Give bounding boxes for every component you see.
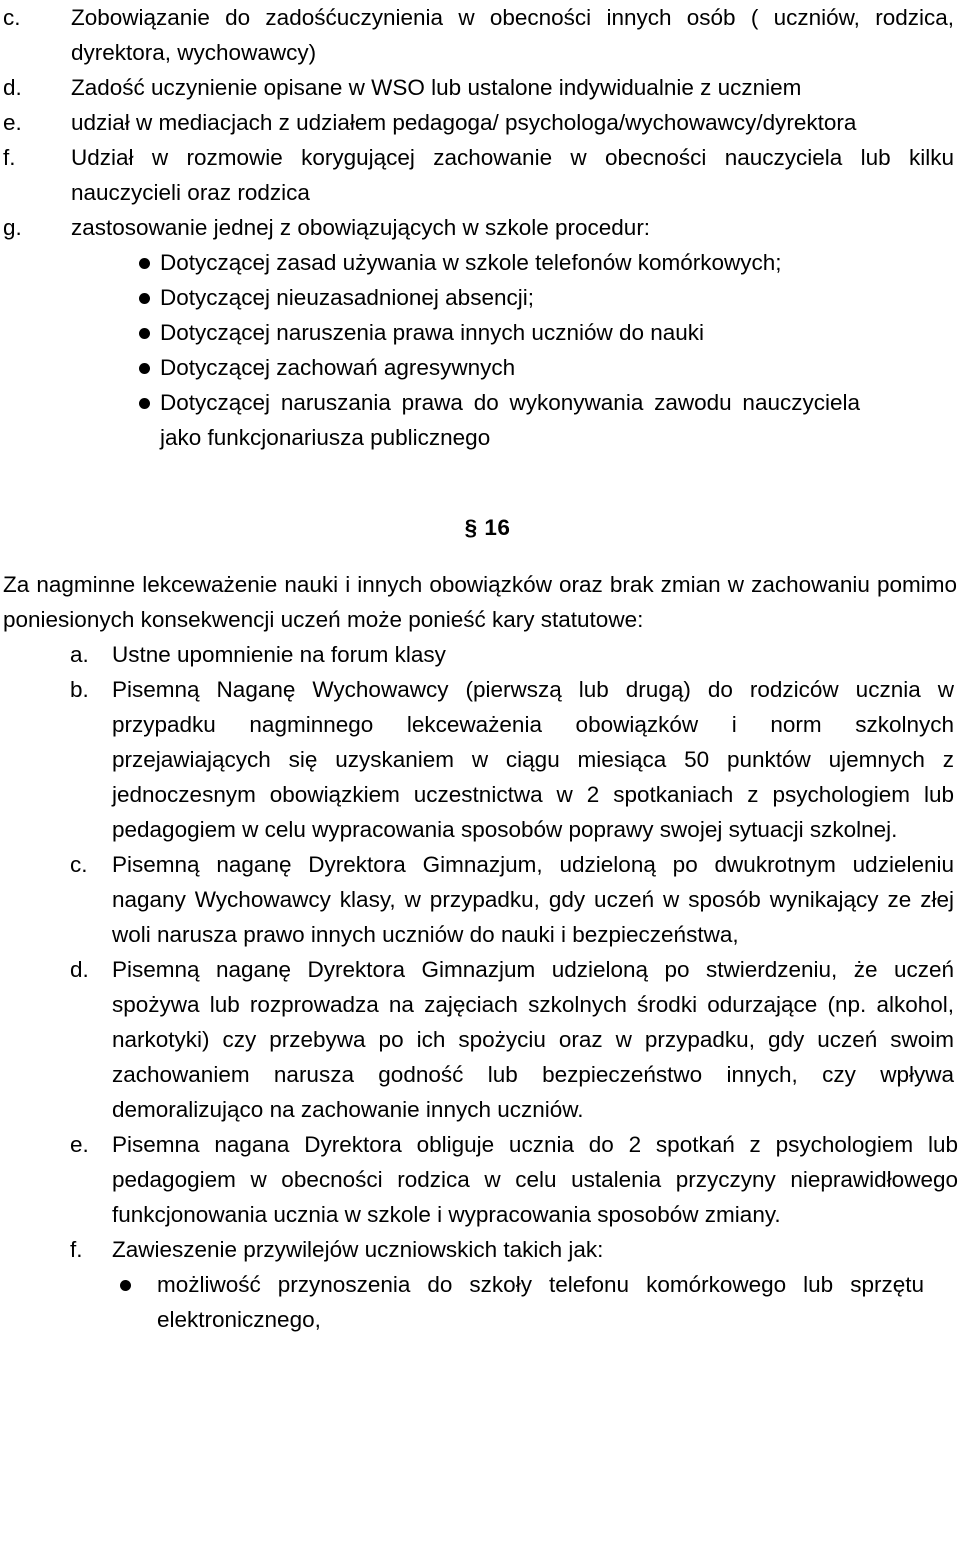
list-marker: c. — [70, 852, 88, 877]
list-item — [0, 105, 960, 140]
list-item — [0, 847, 960, 952]
list-item — [0, 210, 960, 245]
bullet-text: Dotyczącej naruszania prawa do wykonywania zawodu nauczyciela jako funkcjonariusza publicznego — [160, 390, 860, 450]
bullet-icon — [120, 1280, 131, 1291]
penalties-list — [0, 637, 960, 1267]
list-item-text: Pisemną naganę Dyrektora Gimnazjum udzieloną po stwierdzeniu, że uczeń spożywa lub rozprowadza na zajęciach szkolnych środki odurzające (np. alkohol, narkotyki) czy przebywa po ich spożyciu oraz w przypadku, gdy uczeń swoim zachowaniem narusza godność lub bezpieczeństwo innych, czy wpływa demoralizująco na zachowanie innych uczniów. — [112, 957, 954, 1122]
list-item-text: Pisemną naganę Dyrektora Gimnazjum, udzieloną po dwukrotnym udzieleniu nagany Wychowawcy klasy, w przypadku, gdy uczeń w sposób wynikający ze złej woli narusza prawo innych uczniów do nauki i bezpieczeństwa, — [112, 852, 954, 947]
intro-paragraph: Za nagminne lekceważenie nauki i innych obowiązków oraz brak zmian w zachowaniu pomimo poniesionych konsekwencji uczeń może ponieść kary statutowe: — [3, 572, 957, 632]
bullet-icon — [139, 293, 150, 304]
bullet-item — [0, 350, 960, 385]
bullet-item — [0, 315, 960, 350]
bullet-item — [0, 280, 960, 315]
list-marker: f. — [3, 145, 16, 170]
list-marker: g. — [3, 215, 22, 240]
list-item-text: Zawieszenie przywilejów uczniowskich takich jak: — [112, 1237, 604, 1262]
list-marker: b. — [70, 677, 89, 702]
list-item — [0, 140, 960, 210]
list-marker: f. — [70, 1237, 83, 1262]
bullet-icon — [139, 363, 150, 374]
list-item-text: Pisemną Naganę Wychowawcy (pierwszą lub drugą) do rodziców ucznia w przypadku nagminnego lekceważenia obowiązków i norm szkolnych przejawiających się uzyskaniem w ciągu miesiąca 50 punktów ujemnych z jednoczesnym obowiązkiem uczestnictwa w 2 spotkaniach z psychologiem lub pedagogiem w celu wypracowania sposobów poprawy swojej sytuacji szkolnej. — [112, 677, 954, 842]
bullet-icon — [139, 398, 150, 409]
bullet-icon — [139, 258, 150, 269]
list-item — [0, 1127, 960, 1232]
list-item — [0, 1232, 960, 1267]
bullet-text: Dotyczącej nieuzasadnionej absencji; — [160, 285, 534, 310]
list-item — [0, 637, 960, 672]
list-marker: c. — [3, 5, 21, 30]
bullet-text: Dotyczącej naruszenia prawa innych uczniów do nauki — [160, 320, 705, 345]
list-item — [0, 0, 960, 70]
list-marker: a. — [70, 642, 89, 667]
bullet-text: Dotyczącej zasad używania w szkole telefonów komórkowych; — [160, 250, 782, 275]
list-item-text: zastosowanie jednej z obowiązujących w szkole procedur: — [71, 215, 651, 240]
list-item — [0, 672, 960, 847]
list-marker: e. — [3, 110, 22, 135]
bullet-item — [0, 245, 960, 280]
list-marker: e. — [70, 1132, 89, 1157]
list-marker: d. — [3, 75, 22, 100]
bullet-icon — [139, 328, 150, 339]
list-item — [0, 952, 960, 1127]
bullet-text: Dotyczącej zachowań agresywnych — [160, 355, 516, 380]
list-top — [0, 0, 960, 245]
bullet-text: możliwość przynoszenia do szkoły telefonu komórkowego lub sprzętu elektronicznego, — [157, 1272, 924, 1332]
bullet-item — [0, 385, 960, 455]
list-item-text: Ustne upomnienie na forum klasy — [112, 642, 446, 667]
list-item-text: Udział w rozmowie korygującej zachowanie w obecności nauczyciela lub kilku nauczycieli oraz rodzica — [71, 145, 954, 205]
list-item-text: Zobowiązanie do zadośćuczynienia w obecności innych osób ( uczniów, rodzica, dyrektora, wychowawcy) — [71, 5, 954, 65]
list-item-text: udział w mediacjach z udziałem pedagoga/ psychologa/wychowawcy/dyrektora — [71, 110, 857, 135]
procedures-list — [0, 245, 960, 455]
list-item-text: Pisemna nagana Dyrektora obliguje ucznia do 2 spotkań z psychologiem lub pedagogiem w obecności rodzica w celu ustalenia przyczyny nieprawidłowego funkcjonowania ucznia w szkole i wypracowania sposobów zmiany. — [112, 1132, 958, 1227]
list-item-text: Zadość uczynienie opisane w WSO lub ustalone indywidualnie z uczniem — [71, 75, 802, 100]
list-marker: d. — [70, 957, 89, 982]
section-heading: § 16 — [464, 515, 511, 540]
list-item — [0, 70, 960, 105]
privileges-list — [0, 1267, 960, 1337]
bullet-item — [0, 1267, 960, 1337]
